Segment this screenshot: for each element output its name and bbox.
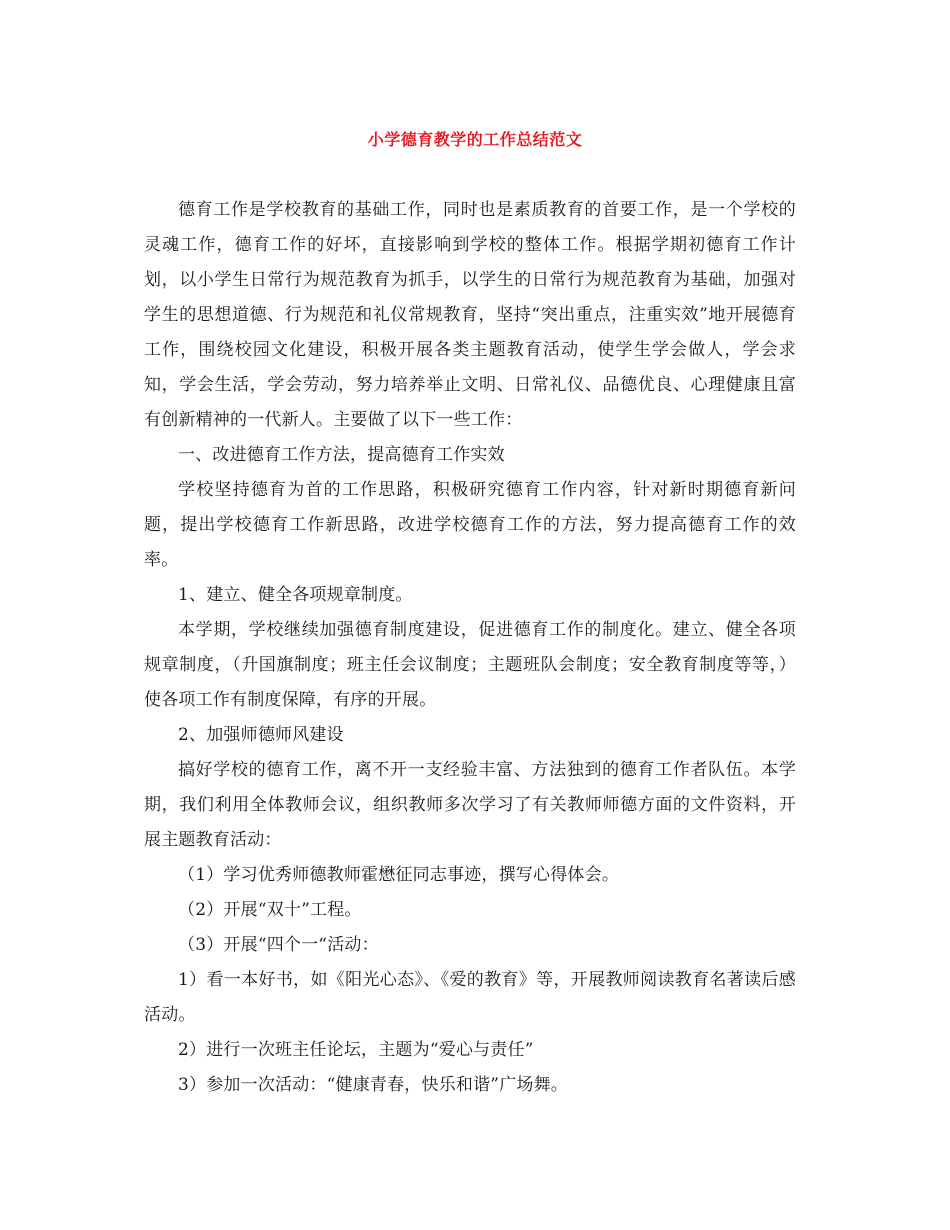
document-body [144,193,796,1103]
document-title: 小学德育教学的工作总结范文 [367,130,583,149]
subheading-1: 1、建立、健全各项规章制度。 [178,585,413,605]
list-item-1: （1）学习优秀师德教师霍懋征同志事迹，撰写心得体会。 [178,865,620,885]
list-item-3: （3）开展“四个一“活动： [178,935,379,955]
paragraph-teachers: 搞好学校的德育工作，离不开一支经验丰富、方法独到的德育工作者队伍。本学期，我们利用全体教师会议，组织教师多次学习了有关教师师德方面的文件资料，开展主题教育活动： [144,760,796,850]
subheading-2: 2、加强师德师风建设 [178,725,344,745]
sub-item-3: 3）参加一次活动：“健康青春，快乐和谐”广场舞。 [178,1075,568,1095]
section-heading-1: 一、改进德育工作方法，提高德育工作实效 [178,445,505,465]
sub-item-2: 2）进行一次班主任论坛，主题为“爱心与责任” [178,1040,534,1060]
paragraph-rules: 本学期，学校继续加强德育制度建设，促进德育工作的制度化。建立、健全各项规章制度，（升国旗制度；班主任会议制度；主题班队会制度；安全教育制度等等，）使各项工作有制度保障，有序的开展。 [144,620,796,710]
list-item-2: （2）开展“双十”工程。 [178,900,362,920]
sub-item-1: 1）看一本好书，如《阳光心态》、《爱的教育》等，开展教师阅读教育名著读后感活动。 [144,970,796,1025]
paragraph-intro: 德育工作是学校教育的基础工作，同时也是素质教育的首要工作，是一个学校的灵魂工作，德育工作的好坏，直接影响到学校的整体工作。根据学期初德育工作计划，以小学生日常行为规范教育为抓手，以学生的日常行为规范教育为基础，加强对学生的思想道德、行为规范和礼仪常规教育，坚持“突出重点，注重实效”地开展德育工作，围绕校园文化建设，积极开展各类主题教育活动，使学生学会做人，学会求知，学会生活，学会劳动，努力培养举止文明、日常礼仪、品德优良、心理健康且富有创新精神的一代新人。主要做了以下一些工作： [144,200,796,430]
paragraph-section-1: 学校坚持德育为首的工作思路，积极研究德育工作内容，针对新时期德育新问题，提出学校德育工作新思路，改进学校德育工作的方法，努力提高德育工作的效率。 [144,480,796,570]
